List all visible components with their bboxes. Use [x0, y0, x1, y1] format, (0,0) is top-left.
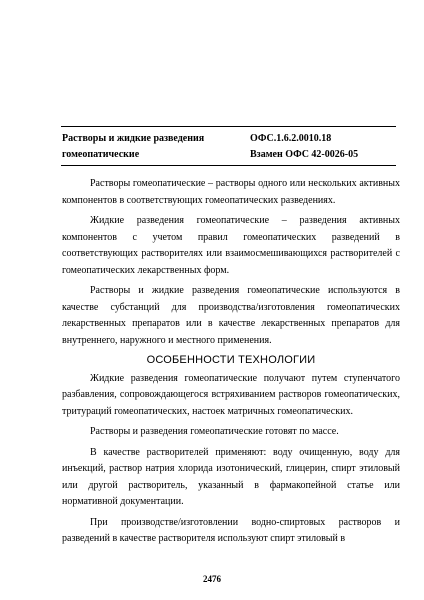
- monograph-code: ОФС.1.6.2.0010.18: [250, 133, 332, 144]
- paragraph: Растворы и разведения гомеопатические готовят по массе.: [90, 426, 339, 437]
- monograph-code-block: [250, 131, 400, 163]
- paragraph: Растворы и жидкие разведения гомеопатические используются в качестве субстанций для производства/изготовления гомеопатических лекарственных препаратов или в качестве лекарственных препаратов для внутреннего, наружного и местного применения.: [62, 285, 400, 346]
- paragraph: Жидкие разведения гомеопатические – разведения активных компонентов с учетом правил гомеопатических разведений в соответствующих растворителях или взаимосмешивающихся растворителей с гомеопатических лекарственных форм.: [62, 215, 400, 276]
- header-bottom-rule: [61, 165, 396, 166]
- section-heading: ОСОБЕННОСТИ ТЕХНОЛОГИИ: [146, 354, 316, 366]
- page-number: 2476: [203, 574, 221, 584]
- paragraph: Растворы гомеопатические – растворы одного или нескольких активных компонентов в соответствующих гомеопатических разведениях.: [62, 178, 400, 206]
- paragraph: Жидкие разведения гомеопатические получают путем ступенчатого разбавления, сопровождающегося встряхиванием растворов гомеопатических, тритураций гомеопатических, настоек матричных гомеопатических.: [62, 372, 400, 417]
- paragraph: При производстве/изготовлении водно-спиртовых растворов и разведений в качестве растворителя используют спирт этиловый в: [62, 516, 400, 544]
- document-body: [62, 176, 400, 548]
- monograph-title-line1: Растворы и жидкие разведения: [62, 133, 205, 144]
- monograph-title-line2: гомеопатические: [62, 149, 140, 160]
- header-top-rule: [61, 126, 396, 127]
- paragraph: В качестве растворителей применяют: воду очищенную, воду для инъекций, раствор натрия хлорида изотонический, глицерин, спирт этиловый или другой растворитель, указанный в фармакопейной статье или нормативной документации.: [62, 446, 400, 507]
- monograph-title: [62, 131, 232, 163]
- monograph-replaces: Взамен ОФС 42-0026-05: [250, 149, 359, 160]
